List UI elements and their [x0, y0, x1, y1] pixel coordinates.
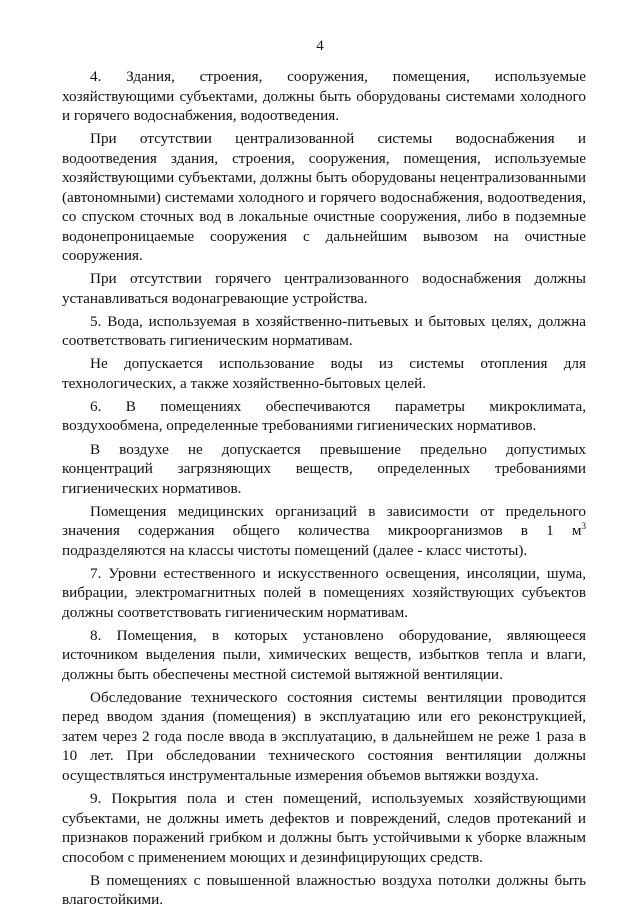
paragraph: Не допускается использование воды из системы отопления для технологических, а также хозяйственно-бытовых целей.: [62, 355, 586, 392]
paragraph-text-after: подразделяются на классы чистоты помещений (далее - класс чистоты).: [62, 541, 528, 559]
paragraph: В воздухе не допускается превышение предельно допустимых концентраций загрязняющих веществ, определенных требованиями гигиенических нормативов.: [62, 440, 586, 497]
paragraph: При отсутствии централизованной системы водоснабжения и водоотведения здания, строения, сооружения, помещения, используемые хозяйствующими субъектами, должны быть оборудованы нецентрализованными (автономными) системами холодного и горячего водоснабжения, водоотведения, со спуском сточных вод в локальные очистные сооружения, либо в подземные водонепроницаемые сооружения с дальнейшим вывозом на очистные сооружения.: [62, 130, 586, 265]
document-body: [62, 67, 586, 913]
paragraph: В помещениях с повышенной влажностью воздуха потолки должны быть влагостойкими.: [62, 871, 586, 909]
paragraph-9: 9. Покрытия пола и стен помещений, используемых хозяйствующими субъектами, не должны иметь дефектов и повреждений, следов протеканий и признаков поражений грибком и должны быть устойчивыми к уборке влажным способом с применением моющих и дезинфицирующих средств.: [62, 790, 586, 866]
paragraph: Обследование технического состояния системы вентиляции проводится перед вводом здания (помещения) в эксплуатацию или его реконструкцией, затем через 2 года после ввода в эксплуатацию, в дальнейшем не реже 1 раза в 10 лет. При обследовании технического состояния вентиляции должны осуществляться инструментальные измерения объемов вытяжки воздуха.: [62, 688, 586, 784]
cubic-superscript: 3: [581, 521, 586, 532]
paragraph-4: 4. Здания, строения, сооружения, помещения, используемые хозяйствующими субъектами, должны быть оборудованы системами холодного и горячего водоснабжения, водоотведения.: [62, 68, 586, 124]
paragraph-text-before: Помещения медицинских организаций в зависимости от предельного значения содержания общего количества микроорганизмов в 1 м: [62, 502, 586, 540]
paragraph-8: 8. Помещения, в которых установлено оборудование, являющееся источником выделения пыли, химических веществ, избытков тепла и влаги, должны быть обеспечены местной системой вытяжной вентиляции.: [62, 626, 586, 683]
page-number: 4: [316, 38, 324, 54]
paragraph-cleanliness-classes: [62, 502, 586, 561]
paragraph: При отсутствии горячего централизованного водоснабжения должны устанавливаться водонагревающие устройства.: [62, 270, 586, 307]
paragraph-7: 7. Уровни естественного и искусственного освещения, инсоляции, шума, вибрации, электромагнитных полей в помещениях хозяйствующих субъектов должны соответствовать гигиеническим нормативам.: [62, 564, 586, 621]
paragraph-6: 6. В помещениях обеспечиваются параметры микроклимата, воздухообмена, определенные требованиями гигиенических нормативов.: [62, 397, 586, 435]
paragraph-5: 5. Вода, используемая в хозяйственно-питьевых и бытовых целях, должна соответствовать гигиеническим нормативам.: [62, 312, 586, 350]
